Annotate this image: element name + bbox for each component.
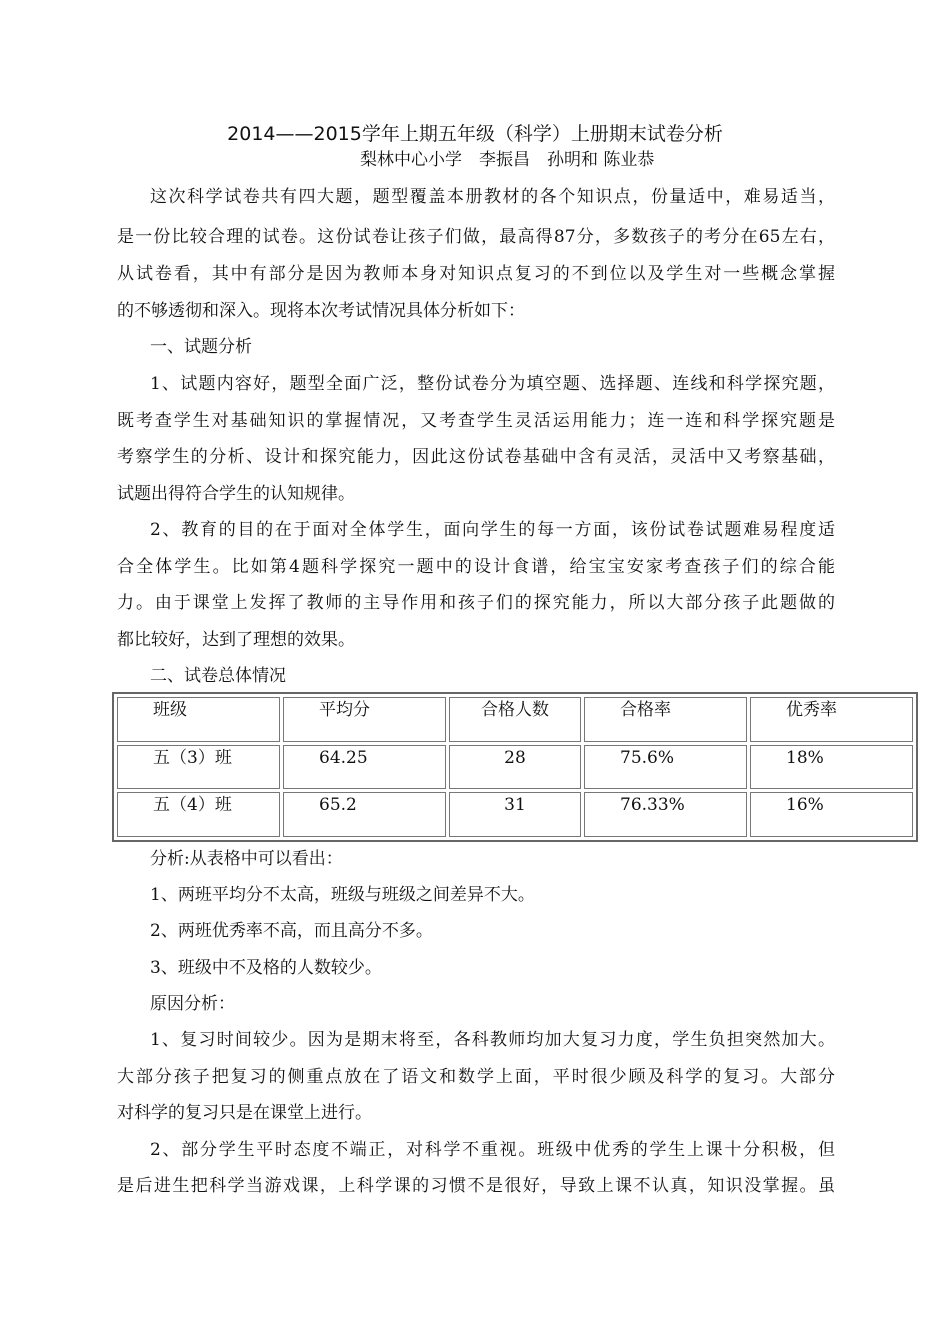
section-heading: 一、试题分析 bbox=[150, 337, 252, 357]
analysis-point: 2、两班优秀率不高，而且高分不多。 bbox=[150, 921, 433, 941]
paragraph-line: 力。由于课堂上发挥了教师的主导作用和孩子们的探究能力，所以大部分孩子此题做的 bbox=[117, 593, 835, 613]
paragraph-line: 1、复习时间较少。因为是期末将至，各科教师均加大复习力度，学生负担突然加大。 bbox=[150, 1030, 835, 1050]
table-cell: 18% bbox=[750, 745, 913, 790]
table-header-cell: 优秀率 bbox=[750, 697, 913, 742]
table-header-row bbox=[117, 697, 913, 742]
table-cell: 31 bbox=[449, 792, 581, 837]
paragraph-line: 试题出得符合学生的认知规律。 bbox=[117, 484, 355, 504]
table-header-cell: 班级 bbox=[117, 697, 280, 742]
table-cell: 64.25 bbox=[283, 745, 446, 790]
table-row bbox=[117, 792, 913, 837]
table-header-cell: 合格人数 bbox=[449, 697, 581, 742]
paragraph-line: 1、试题内容好，题型全面广泛，整份试卷分为填空题、选择题、连线和科学探究题， bbox=[150, 374, 835, 394]
table-cell: 75.6% bbox=[584, 745, 747, 790]
paragraph-line: 大部分孩子把复习的侧重点放在了语文和数学上面，平时很少顾及科学的复习。大部分 bbox=[117, 1067, 835, 1087]
table-row bbox=[117, 745, 913, 790]
table-cell: 28 bbox=[449, 745, 581, 790]
analysis-point: 3、班级中不及格的人数较少。 bbox=[150, 958, 382, 978]
paragraph-line: 这次科学试卷共有四大题，题型覆盖本册教材的各个知识点，份量适中，难易适当， bbox=[150, 187, 835, 207]
table-cell: 五（3）班 bbox=[117, 745, 280, 790]
score-table bbox=[112, 692, 918, 842]
paragraph-line: 既考查学生对基础知识的掌握情况，又考查学生灵活运用能力；连一连和科学探究题是 bbox=[117, 411, 835, 431]
table-cell: 76.33% bbox=[584, 792, 747, 837]
document-authors: 梨林中心小学 李振昌 孙明和 陈业恭 bbox=[360, 150, 655, 170]
analysis-point: 1、两班平均分不太高，班级与班级之间差异不大。 bbox=[150, 885, 535, 905]
table-header-cell: 合格率 bbox=[584, 697, 747, 742]
table-cell: 16% bbox=[750, 792, 913, 837]
section-heading: 二、试卷总体情况 bbox=[150, 666, 286, 686]
paragraph-line: 是后进生把科学当游戏课，上科学课的习惯不是很好，导致上课不认真，知识没掌握。虽 bbox=[117, 1176, 835, 1196]
reasons-heading: 原因分析： bbox=[150, 994, 235, 1014]
paragraph-line: 对科学的复习只是在课堂上进行。 bbox=[117, 1103, 372, 1123]
paragraph-line: 2、教育的目的在于面对全体学生，面向学生的每一方面，该份试卷试题难易程度适 bbox=[150, 520, 835, 540]
paragraph-line: 都比较好，达到了理想的效果。 bbox=[117, 630, 355, 650]
paragraph-line: 的不够透彻和深入。现将本次考试情况具体分析如下： bbox=[117, 301, 525, 321]
table-header-cell: 平均分 bbox=[283, 697, 446, 742]
paragraph-line: 是一份比较合理的试卷。这份试卷让孩子们做，最高得87分，多数孩子的考分在65左右， bbox=[117, 227, 835, 247]
paragraph-line: 从试卷看，其中有部分是因为教师本身对知识点复习的不到位以及学生对一些概念掌握 bbox=[117, 264, 835, 284]
paragraph-line: 合全体学生。比如第4题科学探究一题中的设计食谱，给宝宝安家考查孩子们的综合能 bbox=[117, 557, 835, 577]
paragraph-line: 2、部分学生平时态度不端正，对科学不重视。班级中优秀的学生上课十分积极，但 bbox=[150, 1140, 835, 1160]
table-cell: 65.2 bbox=[283, 792, 446, 837]
document-title: 2014——2015学年上期五年级（科学）上册期末试卷分析 bbox=[227, 123, 723, 145]
paragraph-line: 考察学生的分析、设计和探究能力，因此这份试卷基础中含有灵活，灵活中又考察基础， bbox=[117, 447, 835, 467]
table-cell: 五（4）班 bbox=[117, 792, 280, 837]
analysis-heading: 分析:从表格中可以看出： bbox=[150, 849, 343, 869]
